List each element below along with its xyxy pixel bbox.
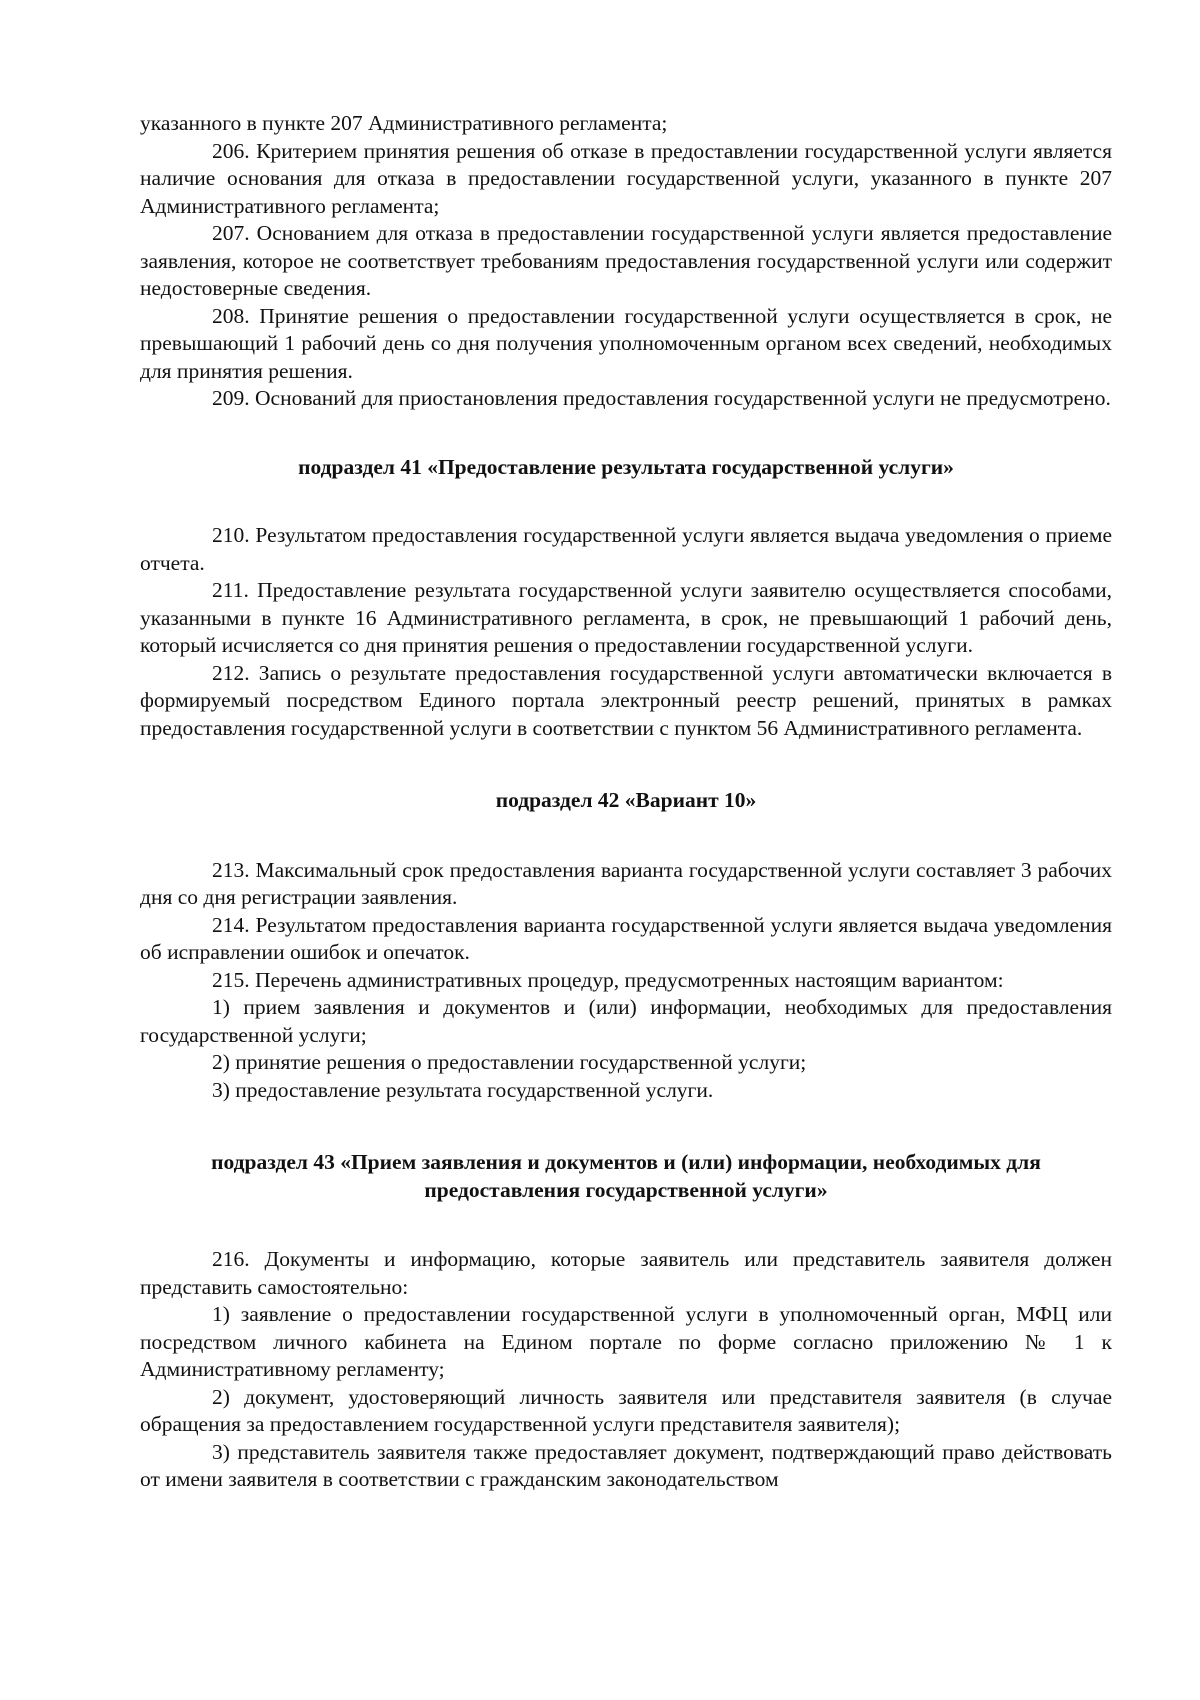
list-item-215-2: 2) принятие решения о предоставлении государственной услуги; xyxy=(212,1050,807,1074)
paragraph-205-continuation: указанного в пункте 207 Административного регламента; xyxy=(140,111,668,135)
section-heading-43 xyxy=(140,1149,1112,1204)
paragraph-207: 207. Основанием для отказа в предоставлении государственной услуги является предоставление заявления, которое не соответствует требованиям предоставления государственной услуги или содержит недостоверные сведения. xyxy=(140,221,1112,300)
paragraph-212: 212. Запись о результате предоставления государственной услуги автоматически включается в формируемый посредством Единого портала электронный реестр решений, принятых в рамках предоставления государственной услуги в соответствии с пунктом 56 Административного регламента. xyxy=(140,660,1112,740)
paragraph-216: 216. Документы и информацию, которые заявитель или представитель заявителя должен представить самостоятельно: xyxy=(140,1247,1112,1299)
document-page xyxy=(140,110,1112,1494)
list-item-215-1: 1) прием заявления и документов и (или) информации, необходимых для предоставления государственной услуги; xyxy=(140,995,1112,1047)
paragraph-215: 215. Перечень административных процедур, предусмотренных настоящим вариантом: xyxy=(212,967,1004,992)
list-item-216-1: 1) заявление о предоставлении государственной услуги в уполномоченный орган, МФЦ или посредством личного кабинета на Едином портале по форме согласно приложению № 1 к Административному регламенту; xyxy=(140,1302,1112,1381)
list-item-215-3: 3) предоставление результата государственной услуги. xyxy=(212,1077,714,1102)
paragraph-211: 211. Предоставление результата государственной услуги заявителю осуществляется способами, указанными в пункте 16 Административного регламента, в срок, не превышающий 1 рабочий день, который исчисляется со дня принятия решения о предоставлении государственной услуги. xyxy=(140,578,1112,657)
paragraph-208: 208. Принятие решения о предоставлении государственной услуги осуществляется в срок, не превышающий 1 рабочий день со дня получения уполномоченным органом всех сведений, необходимых для принятия решения. xyxy=(140,303,1112,383)
section-heading-43-line2: предоставления государственной услуги» xyxy=(424,1177,828,1202)
paragraph-210: 210. Результатом предоставления государственной услуги является выдача уведомления о приеме отчета. xyxy=(140,523,1112,575)
paragraph-213: 213. Максимальный срок предоставления варианта государственной услуги составляет 3 рабочих дня со дня регистрации заявления. xyxy=(140,857,1112,909)
list-item-216-3: 3) представитель заявителя также предоставляет документ, подтверждающий право действовать от имени заявителя в соответствии с гражданским законодательством xyxy=(140,1439,1112,1491)
section-heading-42: подраздел 42 «Вариант 10» xyxy=(495,788,757,812)
section-heading-43-line1: подраздел 43 «Прием заявления и документов и (или) информации, необходимых для xyxy=(211,1150,1041,1174)
paragraph-206: 206. Критерием принятия решения об отказе в предоставлении государственной услуги является наличие основания для отказа в предоставлении государственной услуги, указанного в пункте 207 Административного регламента; xyxy=(140,138,1112,218)
paragraph-209: 209. Оснований для приостановления предоставления государственной услуги не предусмотрено. xyxy=(212,386,1111,410)
paragraph-214: 214. Результатом предоставления варианта государственной услуги является выдача уведомления об исправлении ошибок и опечаток. xyxy=(140,912,1112,964)
section-heading-41: подраздел 41 «Предоставление результата государственной услуги» xyxy=(298,454,954,479)
list-item-216-2: 2) документ, удостоверяющий личность заявителя или представителя заявителя (в случае обращения за предоставлением государственной услуги представителя заявителя); xyxy=(140,1384,1112,1436)
